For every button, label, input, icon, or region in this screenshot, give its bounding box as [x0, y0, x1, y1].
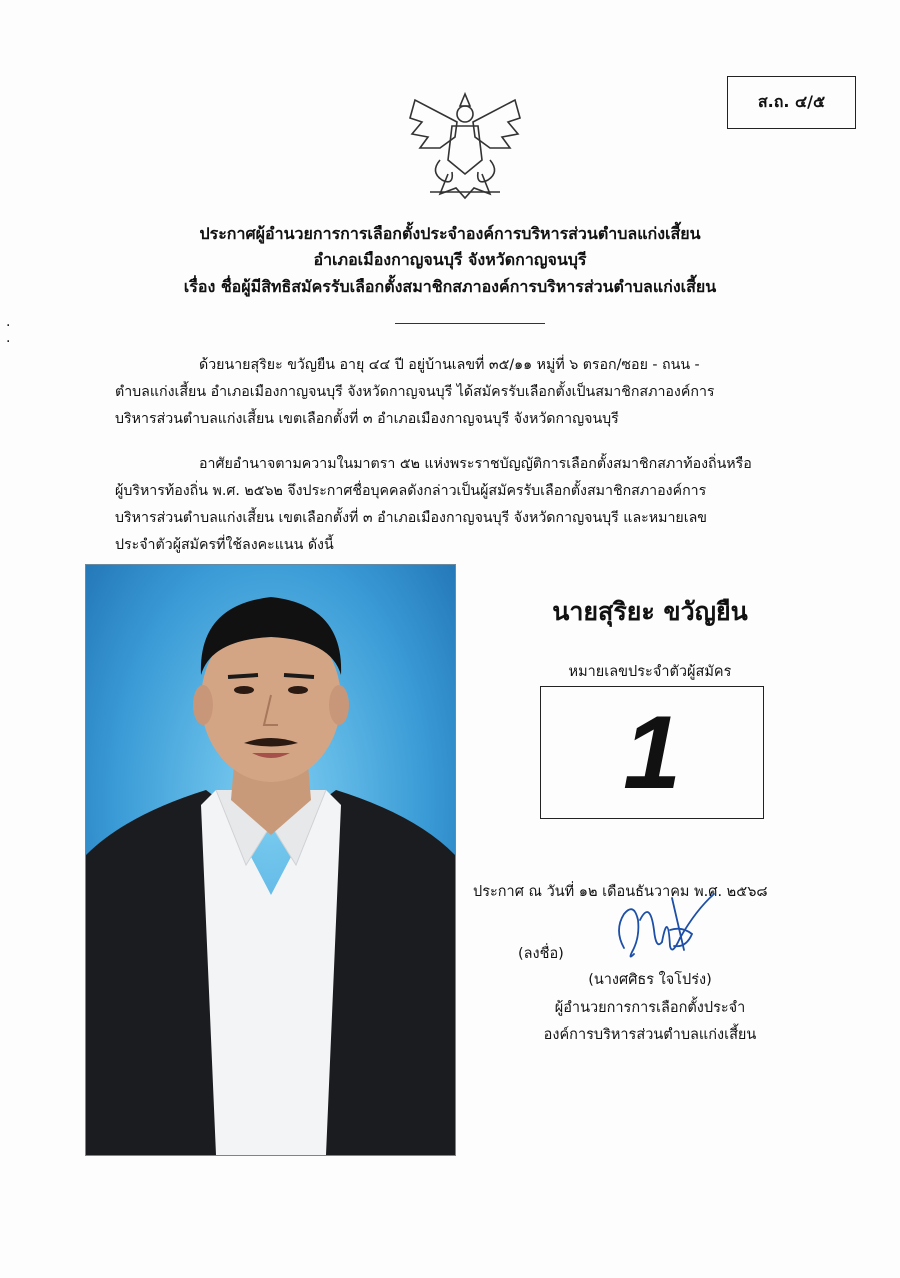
header-line-2: อำเภอเมืองกาญจนบุรี จังหวัดกาญจนบุรี: [313, 250, 587, 269]
header-subject: เรื่อง ชื่อผู้มีสิทธิสมัครรับเลือกตั้งสมาชิกสภาองค์การบริหารส่วนตำบลแก่งเสี้ยน: [183, 277, 717, 296]
paragraph-applicant: [115, 352, 827, 433]
candidate-number: 1: [623, 694, 681, 811]
announcement-date: ประกาศ ณ วันที่ ๑๒ เดือนธันวาคม พ.ศ. ๒๕๖๘: [473, 884, 768, 900]
garuda-emblem: [400, 82, 530, 204]
paragraph-authority: [115, 451, 827, 559]
header-line-1: ประกาศผู้อำนวยการการเลือกตั้งประจำองค์การบริหารส่วนตำบลแก่งเสี้ยน: [199, 224, 701, 243]
paragraph-line: ประจำตัวผู้สมัครที่ใช้ลงคะแนน ดังนี้: [115, 537, 334, 553]
paragraph-line: ตำบลแก่งเสี้ยน อำเภอเมืองกาญจนบุรี จังหวัดกาญจนบุรี ได้สมัครรับเลือกตั้งเป็นสมาชิกสภาองค์การ: [115, 384, 715, 400]
paragraph-line: ผู้บริหารท้องถิ่น พ.ศ. ๒๕๖๒ จึงประกาศชื่อบุคคลดังกล่าวเป็นผู้สมัครรับเลือกตั้งสมาชิกสภาองค์การ: [115, 483, 707, 499]
scan-mark: · ·: [6, 318, 11, 350]
divider: [395, 323, 545, 324]
candidate-number-label: หมายเลขประจำตัวผู้สมัคร: [568, 664, 732, 680]
paragraph-line: ด้วยนายสุริยะ ขวัญยืน อายุ ๔๔ ปี อยู่บ้านเลขที่ ๓๕/๑๑ หมู่ที่ ๖ ตรอก/ซอย - ถนน -: [199, 357, 700, 373]
signer-title-line-2: องค์การบริหารส่วนตำบลแก่งเสี้ยน: [543, 1027, 757, 1043]
paragraph-line: บริหารส่วนตำบลแก่งเสี้ยน เขตเลือกตั้งที่ ๓ อำเภอเมืองกาญจนบุรี จังหวัดกาญจนบุรี: [115, 411, 619, 427]
form-code-box: [727, 76, 856, 129]
form-code: ส.ถ. ๔/๕: [757, 92, 826, 111]
candidate-number-box: [540, 686, 764, 819]
paragraph-line: อาศัยอำนาจตามความในมาตรา ๕๒ แห่งพระราชบัญญัติการเลือกตั้งสมาชิกสภาท้องถิ่นหรือ: [199, 456, 752, 472]
signature-label: (ลงชื่อ): [518, 946, 564, 962]
paragraph-line: บริหารส่วนตำบลแก่งเสี้ยน เขตเลือกตั้งที่ ๓ อำเภอเมืองกาญจนบุรี จังหวัดกาญจนบุรี และหมายเลข: [115, 510, 707, 526]
handwritten-signature: [610, 890, 720, 965]
candidate-name: นายสุริยะ ขวัญยืน: [552, 597, 748, 626]
signer-name: (นางศศิธร ใจโปร่ง): [588, 972, 712, 988]
signer-title-line-1: ผู้อำนวยการการเลือกตั้งประจำ: [554, 1000, 746, 1016]
candidate-photo: [85, 564, 456, 1156]
